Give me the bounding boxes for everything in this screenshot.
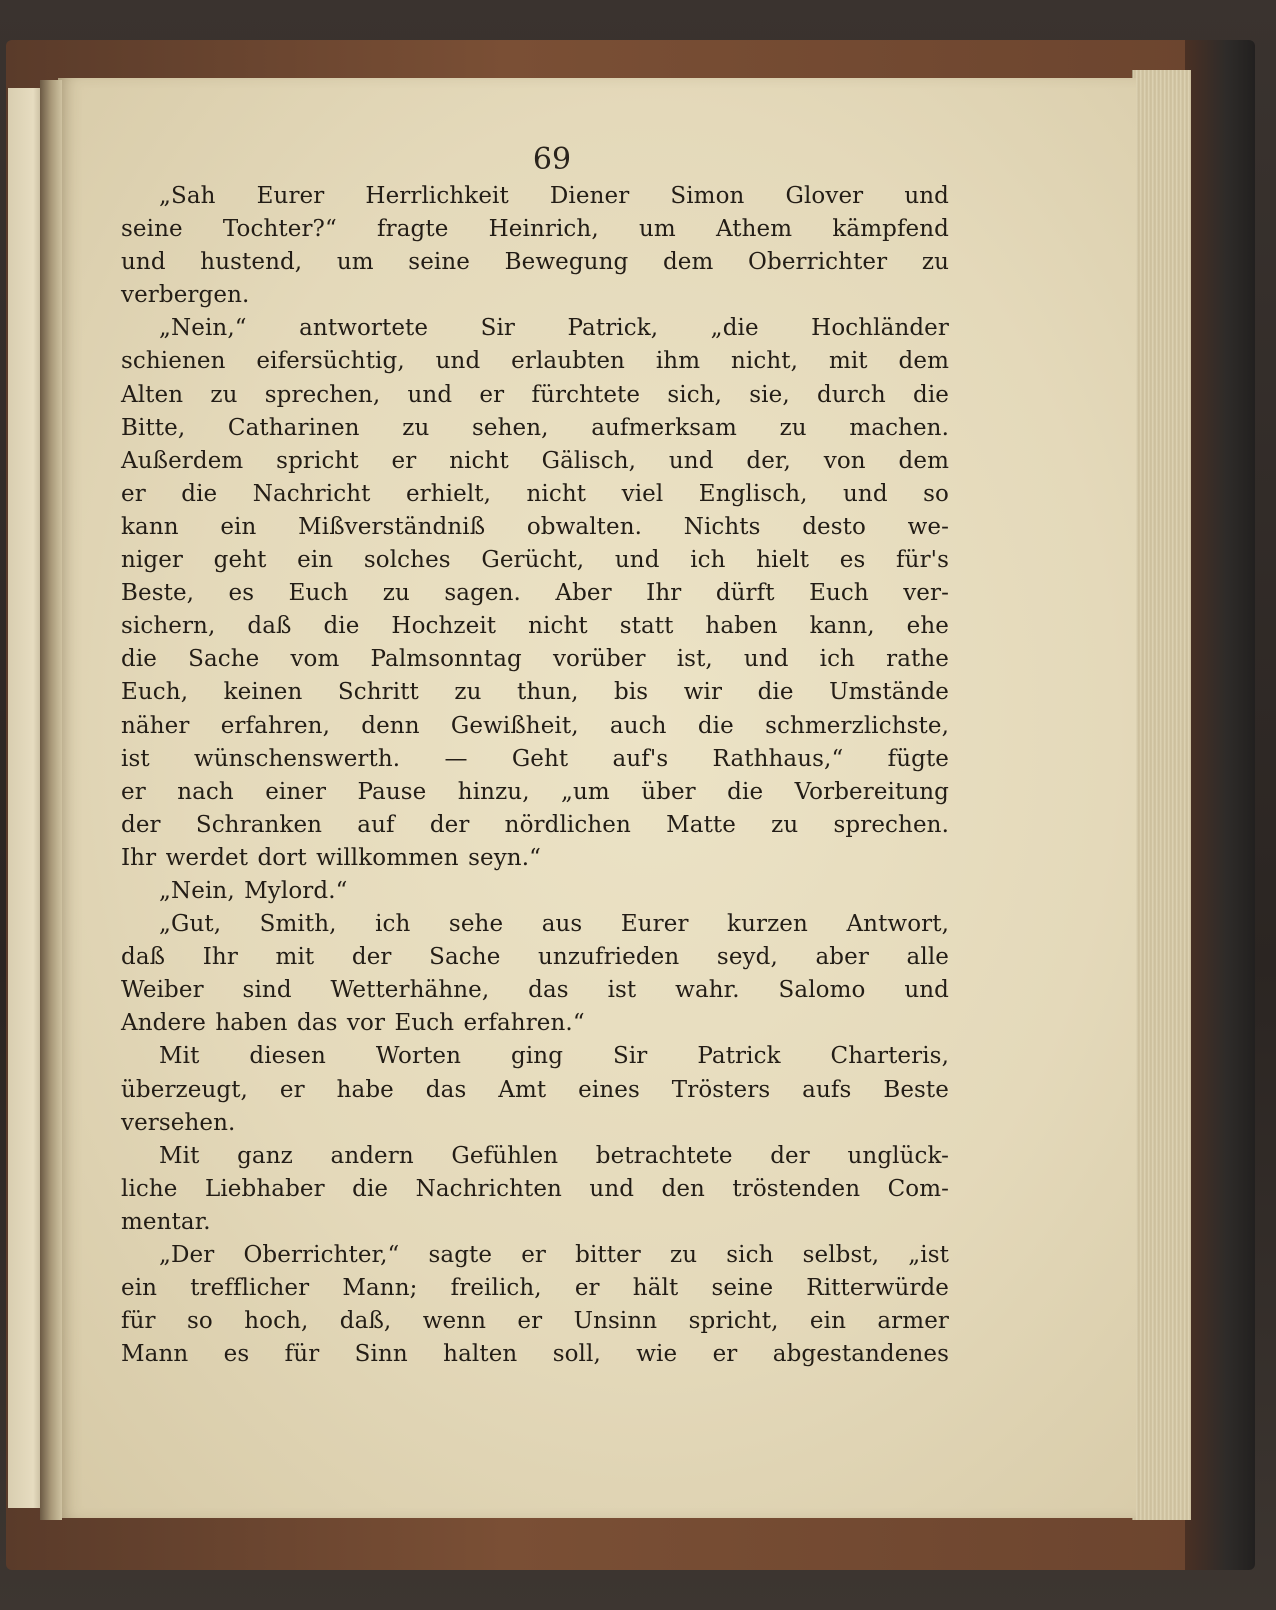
text-line: für so hoch, daß, wenn er Unsinn spricht, ein armer xyxy=(121,1308,949,1335)
text-line: seine Tochter?“ fragte Heinrich, um Athem kämpfend xyxy=(121,216,949,243)
page-text xyxy=(121,180,949,1371)
text-line: niger geht ein solches Gerücht, und ich hielt es für's xyxy=(121,547,949,574)
page-number: 69 xyxy=(532,142,572,177)
text-line: ist wünschenswerth. — Geht auf's Rathhaus,“ fügte xyxy=(121,745,949,772)
text-line: kann ein Mißverständniß obwalten. Nichts desto we- xyxy=(121,513,949,540)
text-line: er die Nachricht erhielt, nicht viel Englisch, und so xyxy=(121,480,949,507)
text-line: der Schranken auf der nördlichen Matte zu sprechen. xyxy=(121,811,949,838)
text-line: „Nein, Mylord.“ xyxy=(159,877,348,904)
text-line: ein trefflicher Mann; freilich, er hält seine Ritterwürde xyxy=(121,1275,949,1302)
text-line: Außerdem spricht er nicht Gälisch, und der, von dem xyxy=(121,447,949,474)
text-line: Mann es für Sinn halten soll, wie er abgestandenes xyxy=(121,1341,949,1368)
text-line: die Sache vom Palmsonntag vorüber ist, und ich rathe xyxy=(121,646,949,673)
text-line: Alten zu sprechen, und er fürchtete sich, sie, durch die xyxy=(121,381,949,408)
text-line: Beste, es Euch zu sagen. Aber Ihr dürft Euch ver- xyxy=(121,580,949,607)
left-page-edge xyxy=(8,88,44,1508)
text-line: näher erfahren, denn Gewißheit, auch die schmerzlichste, xyxy=(121,712,949,739)
text-line: Mit ganz andern Gefühlen betrachtete der unglück- xyxy=(159,1142,949,1169)
text-line: schienen eifersüchtig, und erlaubten ihm nicht, mit dem xyxy=(121,348,949,375)
text-line: „Nein,“ antwortete Sir Patrick, „die Hochländer xyxy=(159,315,949,342)
text-line: überzeugt, er habe das Amt eines Trösters aufs Beste xyxy=(121,1076,949,1103)
page-stack-edges xyxy=(1132,70,1191,1520)
text-line: „Der Oberrichter,“ sagte er bitter zu sich selbst, „ist xyxy=(159,1242,949,1268)
text-line: und hustend, um seine Bewegung dem Oberrichter zu xyxy=(121,249,949,276)
text-line: Bitte, Catharinen zu sehen, aufmerksam zu machen. xyxy=(121,414,949,441)
text-line: er nach einer Pause hinzu, „um über die Vorbereitung xyxy=(121,778,949,805)
text-line: Weiber sind Wetterhähne, das ist wahr. Salomo und xyxy=(121,977,949,1004)
text-line: Andere haben das vor Euch erfahren.“ xyxy=(121,1010,585,1037)
text-line: „Sah Eurer Herrlichkeit Diener Simon Glover und xyxy=(159,183,949,209)
text-line: daß Ihr mit der Sache unzufrieden seyd, aber alle xyxy=(121,944,949,971)
text-line: verbergen. xyxy=(121,282,250,309)
text-line: sichern, daß die Hochzeit nicht statt haben kann, ehe xyxy=(121,613,949,640)
text-line: „Gut, Smith, ich sehe aus Eurer kurzen Antwort, xyxy=(159,911,949,938)
text-line: Ihr werdet dort willkommen seyn.“ xyxy=(121,844,541,871)
text-line: versehen. xyxy=(121,1109,236,1136)
book-gutter xyxy=(40,80,62,1520)
text-line: mentar. xyxy=(121,1208,211,1235)
text-line: liche Liebhaber die Nachrichten und den tröstenden Com- xyxy=(121,1175,949,1202)
text-line: Mit diesen Worten ging Sir Patrick Charteris, xyxy=(159,1043,949,1070)
book-cover-edge xyxy=(1185,40,1255,1570)
text-line: Euch, keinen Schritt zu thun, bis wir die Umstände xyxy=(121,679,949,706)
